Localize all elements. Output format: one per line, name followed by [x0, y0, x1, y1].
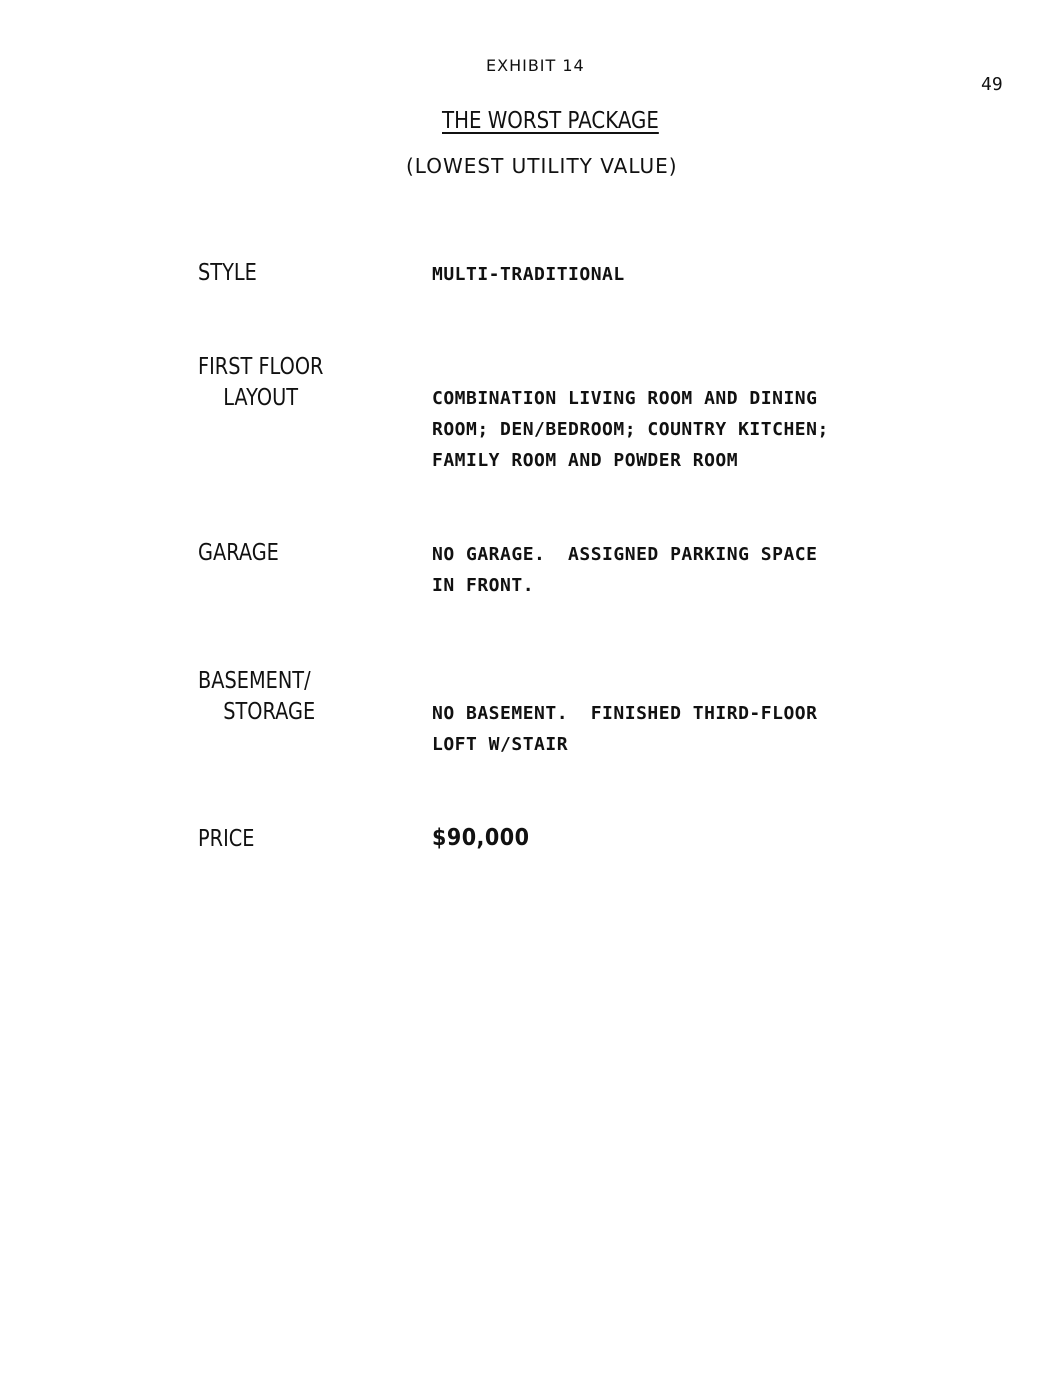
- basement-value-line2: LOFT W/STAIR: [432, 734, 569, 755]
- garage-label: GARAGE: [198, 540, 279, 566]
- garage-value-line1: NO GARAGE. ASSIGNED PARKING SPACE: [432, 544, 818, 565]
- first-floor-label-line2: LAYOUT: [223, 385, 299, 411]
- basement-label-line1: BASEMENT/: [198, 668, 311, 694]
- first-floor-layout-value: [432, 383, 829, 476]
- first-floor-value-line3: FAMILY ROOM AND POWDER ROOM: [432, 450, 739, 471]
- style-value: MULTI-TRADITIONAL: [432, 264, 625, 285]
- exhibit-label: EXHIBIT 14: [486, 56, 585, 75]
- page-number: 49: [981, 74, 1003, 95]
- basement-storage-value: [432, 698, 817, 760]
- page-title: THE WORST PACKAGE: [442, 108, 659, 134]
- basement-label-line2: STORAGE: [223, 699, 316, 725]
- price-value: $90,000: [432, 825, 530, 851]
- garage-value: [432, 539, 817, 601]
- garage-value-line2: IN FRONT.: [432, 575, 535, 596]
- basement-storage-label: [198, 666, 315, 728]
- first-floor-layout-label: [198, 352, 323, 414]
- page-subtitle: (LOWEST UTILITY VALUE): [406, 154, 678, 178]
- basement-value-line1: NO BASEMENT. FINISHED THIRD-FLOOR: [432, 703, 818, 724]
- first-floor-value-line1: COMBINATION LIVING ROOM AND DINING: [432, 388, 818, 409]
- first-floor-value-line2: ROOM; DEN/BEDROOM; COUNTRY KITCHEN;: [432, 419, 829, 440]
- price-label: PRICE: [198, 826, 255, 852]
- style-label: STYLE: [198, 260, 257, 286]
- first-floor-label-line1: FIRST FLOOR: [198, 354, 324, 380]
